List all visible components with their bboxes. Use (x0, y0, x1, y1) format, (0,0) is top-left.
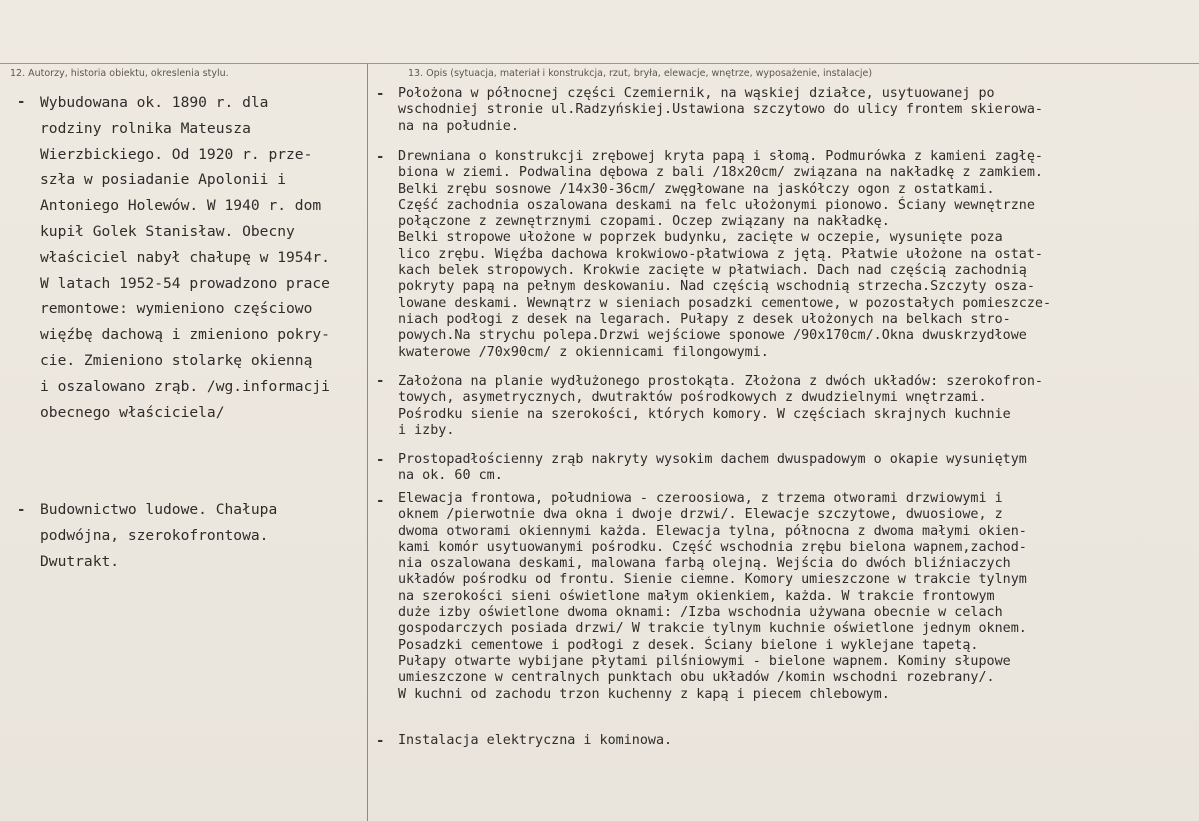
text-line: Belki stropowe ułożone w poprzek budynku, zacięte w oczepie, wysunięte poza (398, 230, 1003, 246)
text-line: biona w ziemi. Podwalina dębowa z bali /18x20cm/ związana na nakładkę z zamkiem. (398, 165, 1043, 181)
bullet-dash: - (376, 86, 385, 102)
text-line: W latach 1952-54 prowadzono prace (40, 274, 330, 292)
text-line: podwójna, szerokofrontowa. (40, 526, 269, 544)
text-line: Położona w północnej części Czemiernik, na wąskiej działce, usytuowanej po (398, 86, 995, 101)
text-line: lowane deskami. Wewnątrz w sieniach posadzki cementowe, w pozostałych pomieszcze- (398, 295, 1052, 311)
text-line: Wybudowana ok. 1890 r. dla (40, 94, 269, 111)
text-line: lico zrębu. Więźba dachowa krokwiowo-płatwiowa z jętą. Płatwie ułożone na ostat- (398, 246, 1043, 262)
text-line: kami komór usytuowanymi pośrodku. Część wschodnia zrębu bielona wapnem,zachod- (398, 539, 1027, 555)
text-line: dwoma otworami okiennymi każda. Elewacja tylna, północna z dwoma małymi okien- (398, 523, 1027, 539)
bullet-dash: - (376, 149, 385, 165)
text-line: połączone z zewnętrznymi czopami. Oczep związany na nakładkę. (398, 214, 890, 230)
text-line: umieszczone w centralnych punktach obu układów /komin wschodni rozebrany/. (398, 670, 995, 686)
text-line: Pułapy otwarte wybijane płytami pilśniowymi - bielone wapnem. Kominy słupowe (398, 653, 1011, 669)
text-line: więźbę dachową i zmieniono pokry- (40, 326, 330, 344)
field-12-header: 12. Autorzy, historia obiektu, okreslenia stylu. (10, 68, 229, 79)
field-13-column (368, 0, 1199, 821)
text-line: na ok. 60 cm. (398, 468, 503, 484)
text-line: Część zachodnia oszalowana deskami na felc ułożonymi pionowo. Ściany wewnętrzne (398, 197, 1035, 213)
bullet-dash: - (17, 94, 26, 110)
elevations-interior-paragraph (398, 491, 1027, 703)
text-line: Instalacja elektryczna i kominowa. (398, 733, 673, 748)
text-line: szła w posiadanie Apolonii i (40, 171, 287, 189)
text-line: układów pośrodku od frontu. Sienie ciemne. Komory umieszczone w trakcie tylnym (398, 572, 1027, 588)
field-13-header: 13. Opis (sytuacja, materiał i konstrukcja, rzut, bryła, elewacje, wnętrze, wyposażenie, instalacje) (408, 68, 873, 79)
text-line: na szerokości sieni oświetlone małym okienkiem, każda. W trakcie frontowym (398, 588, 995, 604)
text-line: obecnego właściciela/ (40, 403, 225, 421)
massing-paragraph (398, 452, 1027, 485)
style-paragraph (40, 497, 277, 574)
text-line: towych, asymetrycznych, dwutraktów pośrodkowych z dwudzielnymi wnętrzami. (398, 390, 987, 406)
text-line: Antoniego Holewów. W 1940 r. dom (40, 197, 322, 215)
construction-paragraph (398, 149, 1051, 361)
text-line: powych.Na strychu polepa.Drzwi wejściowe sponowe /90x170cm/.Okna dwuskrzydłowe (398, 328, 1027, 344)
text-line: pokryty papą na pełnym deskowaniu. Nad częścią wschodnią strzecha.Szczyty osza- (398, 279, 1035, 295)
text-line: i izby. (398, 422, 455, 438)
text-line: niach podłogi z desek na legarach. Pułapy z desek ułożonych na belkach stro- (398, 311, 1011, 327)
text-line: rodziny rolnika Mateusza (40, 119, 251, 137)
text-line: właściciel nabył chałupę w 1954r. (40, 248, 330, 266)
text-line: W kuchni od zachodu trzon kuchenny z kapą i piecem chlebowym. (398, 686, 890, 702)
text-line: Posadzki cementowe i podłogi z desek. Ściany bielone i wyklejane tapetą. (398, 637, 979, 653)
location-paragraph (398, 86, 1043, 135)
bullet-dash: - (376, 452, 385, 468)
text-line: Elewacja frontowa, południowa - czeroosiowa, z trzema otworami drzwiowymi i (398, 491, 1003, 506)
text-line: Wierzbickiego. Od 1920 r. prze- (40, 145, 313, 163)
text-line: Belki zrębu sosnowe /14x30-36cm/ zwęgłowane na jaskółczy ogon z ostatkami. (398, 181, 995, 197)
text-line: Prostopadłościenny zrąb nakryty wysokim dachem dwuspadowym o okapie wysuniętym (398, 452, 1027, 467)
bullet-dash: - (376, 493, 385, 509)
text-line: gospodarczych posiada drzwi/ W trakcie tylnym kuchnie oświetlone jednym oknem. (398, 621, 1027, 637)
text-line: Drewniana o konstrukcji zrębowej kryta papą i słomą. Podmurówka z kamieni zagłę- (398, 149, 1043, 164)
history-paragraph (40, 90, 330, 425)
installations-paragraph (398, 733, 672, 749)
text-line: wschodniej stronie ul.Radzyńskiej.Ustawiona szczytowo do ulicy frontem skierowa- (398, 102, 1043, 118)
text-line: kach belek stropowych. Krokwie zacięte w płatwiach. Dach nad częścią zachodnią (398, 263, 1027, 279)
plan-paragraph (398, 374, 1043, 439)
text-line: cie. Zmieniono stolarkę okienną (40, 351, 313, 369)
text-line: Dwutrakt. (40, 552, 120, 570)
text-line: kwaterowe /70x90cm/ z okiennicami filongowymi. (398, 344, 769, 360)
bullet-dash: - (376, 373, 385, 389)
text-line: nia oszalowana deskami, malowana farbą olejną. Wejścia do dwóch bliźniaczych (398, 556, 1011, 572)
text-line: Pośrodku sienie na szerokości, których komory. W częściach skrajnych kuchnie (398, 406, 1011, 422)
bullet-dash: - (17, 502, 26, 518)
text-line: Założona na planie wydłużonego prostokąta. Złożona z dwóch układów: szerokofron- (398, 374, 1043, 389)
text-line: na na południe. (398, 118, 519, 134)
text-line: Budownictwo ludowe. Chałupa (40, 501, 278, 518)
text-line: i oszalowano zrąb. /wg.informacji (40, 377, 330, 395)
text-line: kupił Golek Stanisław. Obecny (40, 222, 295, 240)
text-line: oknem /pierwotnie dwa okna i dwoje drzwi/. Elewacje szczytowe, dwuosiowe, z (398, 507, 1003, 523)
text-line: remontowe: wymieniono częściowo (40, 300, 313, 318)
text-line: duże izby oświetlone dwoma oknami: /Izba wschodnia używana obecnie w celach (398, 605, 1003, 621)
field-12-column (0, 0, 367, 821)
bullet-dash: - (376, 733, 385, 749)
